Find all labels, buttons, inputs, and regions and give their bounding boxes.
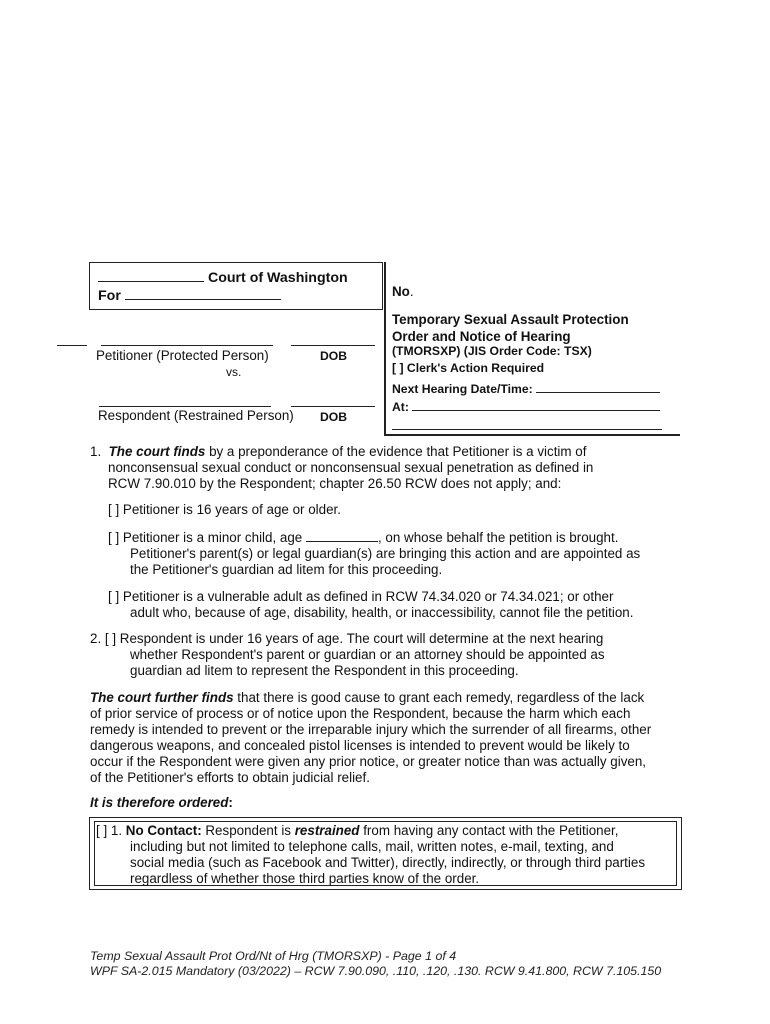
footer-form-citation: WPF SA-2.015 Mandatory (03/2022) – RCW 7.90.090, .110, .120, .130. RCW 9.41.800, RCW 7.105.150 <box>90 964 662 978</box>
document-title <box>392 311 629 345</box>
therefore-ordered <box>90 795 685 811</box>
at-blank[interactable] <box>412 398 660 411</box>
option-vulnerable-adult[interactable] <box>108 589 688 621</box>
case-number-label: No <box>392 284 410 299</box>
petitioner-label: Petitioner (Protected Person) <box>96 348 269 363</box>
court-name-box <box>89 262 383 310</box>
footer-form-title: Temp Sexual Assault Prot Ord/Nt of Hrg (TMORSXP) - Page 1 of 4 <box>90 949 457 963</box>
minor-child-text-b: , on whose behalf the petition is brought. <box>377 530 619 545</box>
no-contact-text-b: from having any contact with the Petitioner, <box>359 823 619 838</box>
petitioner-name-blank[interactable] <box>101 345 273 346</box>
title-line-2: Order and Notice of Hearing <box>392 329 571 344</box>
respondent-label: Respondent (Restrained Person) <box>98 408 294 423</box>
further-finds-line-1: that there is good cause to grant each remedy, regardless of the lack <box>233 690 645 705</box>
petitioner-dob-blank[interactable] <box>291 345 375 346</box>
no-contact-clause[interactable] <box>96 823 671 887</box>
at-blank-2[interactable] <box>392 429 662 430</box>
next-hearing-label: Next Hearing Date/Time: <box>392 382 533 396</box>
court-county-blank[interactable] <box>98 269 204 282</box>
finding-1-line-2: nonconsensual sexual conduct or nonconsensual sexual penetration as defined in <box>108 460 594 475</box>
next-hearing-blank[interactable] <box>536 380 660 393</box>
option-minor-child[interactable] <box>108 529 688 578</box>
court-finds-heading: The court finds <box>108 444 206 459</box>
restrained-emphasis: restrained <box>294 823 360 838</box>
therefore-ordered-heading: It is therefore ordered <box>90 795 229 810</box>
for-label: For <box>98 288 121 304</box>
vulnerable-adult-line-2: adult who, because of age, disability, health, or inaccessibility, cannot file the petition. <box>130 605 634 620</box>
option-16-or-older[interactable]: [ ] Petitioner is 16 years of age or older. <box>108 502 341 517</box>
further-finds-line-2: of prior service of process or of notice upon the Respondent, because the harm which each <box>90 706 631 721</box>
further-finds <box>90 690 685 786</box>
minor-child-line-3: the Petitioner's guardian ad litem for this proceeding. <box>130 562 443 577</box>
respondent-name-blank[interactable] <box>99 406 271 407</box>
finding-2-line-2: whether Respondent's parent or guardian or an attorney should be appointed as <box>130 647 605 662</box>
minor-age-blank[interactable] <box>306 529 378 542</box>
finding-1 <box>90 444 685 492</box>
respondent-dob-blank[interactable] <box>291 406 375 407</box>
court-of-washington: Court of Washington <box>207 270 348 286</box>
caption-bottom-rule <box>384 434 680 436</box>
further-finds-line-5: occur if the Respondent were given any prior notice, or greater notice than was actually given, <box>90 754 647 769</box>
next-hearing-line <box>392 380 660 396</box>
at-label: At: <box>392 400 409 414</box>
finding-1-number: 1. <box>90 444 102 459</box>
further-finds-heading: The court further finds <box>90 690 234 705</box>
petitioner-extra-blank[interactable] <box>57 345 87 346</box>
vs-label: vs. <box>226 365 242 379</box>
finding-1-line-3: RCW 7.90.010 by the Respondent; chapter 26.50 RCW does not apply; and: <box>108 476 562 491</box>
order-code: (TMORSXP) (JIS Order Code: TSX) <box>392 344 592 358</box>
case-number <box>392 284 414 299</box>
no-contact-prefix: [ ] 1. <box>96 823 126 838</box>
finding-1-line-1: by a preponderance of the evidence that Petitioner is a victim of <box>205 444 587 459</box>
vulnerable-adult-line-1: [ ] Petitioner is a vulnerable adult as defined in RCW 74.34.020 or 74.34.021; or other <box>108 589 614 604</box>
no-contact-order-box <box>89 817 682 890</box>
minor-child-text-a: [ ] Petitioner is a minor child, age <box>108 530 306 545</box>
finding-2-line-3: guardian ad litem to represent the Respondent in this proceeding. <box>130 663 519 678</box>
case-number-period: . <box>409 284 414 299</box>
clerk-action-checkbox[interactable]: [ ] Clerk's Action Required <box>392 361 545 375</box>
hearing-location-line <box>392 398 660 414</box>
finding-2-line-1: 2. [ ] Respondent is under 16 years of age. The court will determine at the next hearing <box>90 631 604 646</box>
no-contact-heading: No Contact: <box>125 823 202 838</box>
minor-child-line-2: Petitioner's parent(s) or legal guardian(s) are bringing this action and are appointed as <box>130 546 641 561</box>
caption-divider <box>384 262 386 436</box>
court-line <box>98 269 348 286</box>
no-contact-line-4: regardless of whether those third parties know of the order. <box>130 871 480 886</box>
title-line-1: Temporary Sexual Assault Protection <box>392 312 629 327</box>
no-contact-line-2: including but not limited to telephone calls, mail, written notes, e-mail, texting, and <box>130 839 614 854</box>
further-finds-line-3: remedy is intended to prevent or the irreparable injury which the surrender of all firearms, other <box>90 722 652 737</box>
respondent-dob-label: DOB <box>320 410 348 424</box>
no-contact-text-a: Respondent is <box>201 823 295 838</box>
further-finds-line-6: of the Petitioner's efforts to obtain judicial relief. <box>90 770 370 785</box>
therefore-colon: : <box>228 795 233 810</box>
petitioner-dob-label: DOB <box>320 349 348 363</box>
no-contact-line-3: social media (such as Facebook and Twitter), directly, indirectly, or through third parties <box>130 855 646 870</box>
further-finds-line-4: dangerous weapons, and concealed pistol licenses is intended to prevent would be likely to <box>90 738 630 753</box>
finding-2[interactable] <box>90 631 685 679</box>
for-blank[interactable] <box>125 287 281 300</box>
for-line <box>98 287 281 304</box>
